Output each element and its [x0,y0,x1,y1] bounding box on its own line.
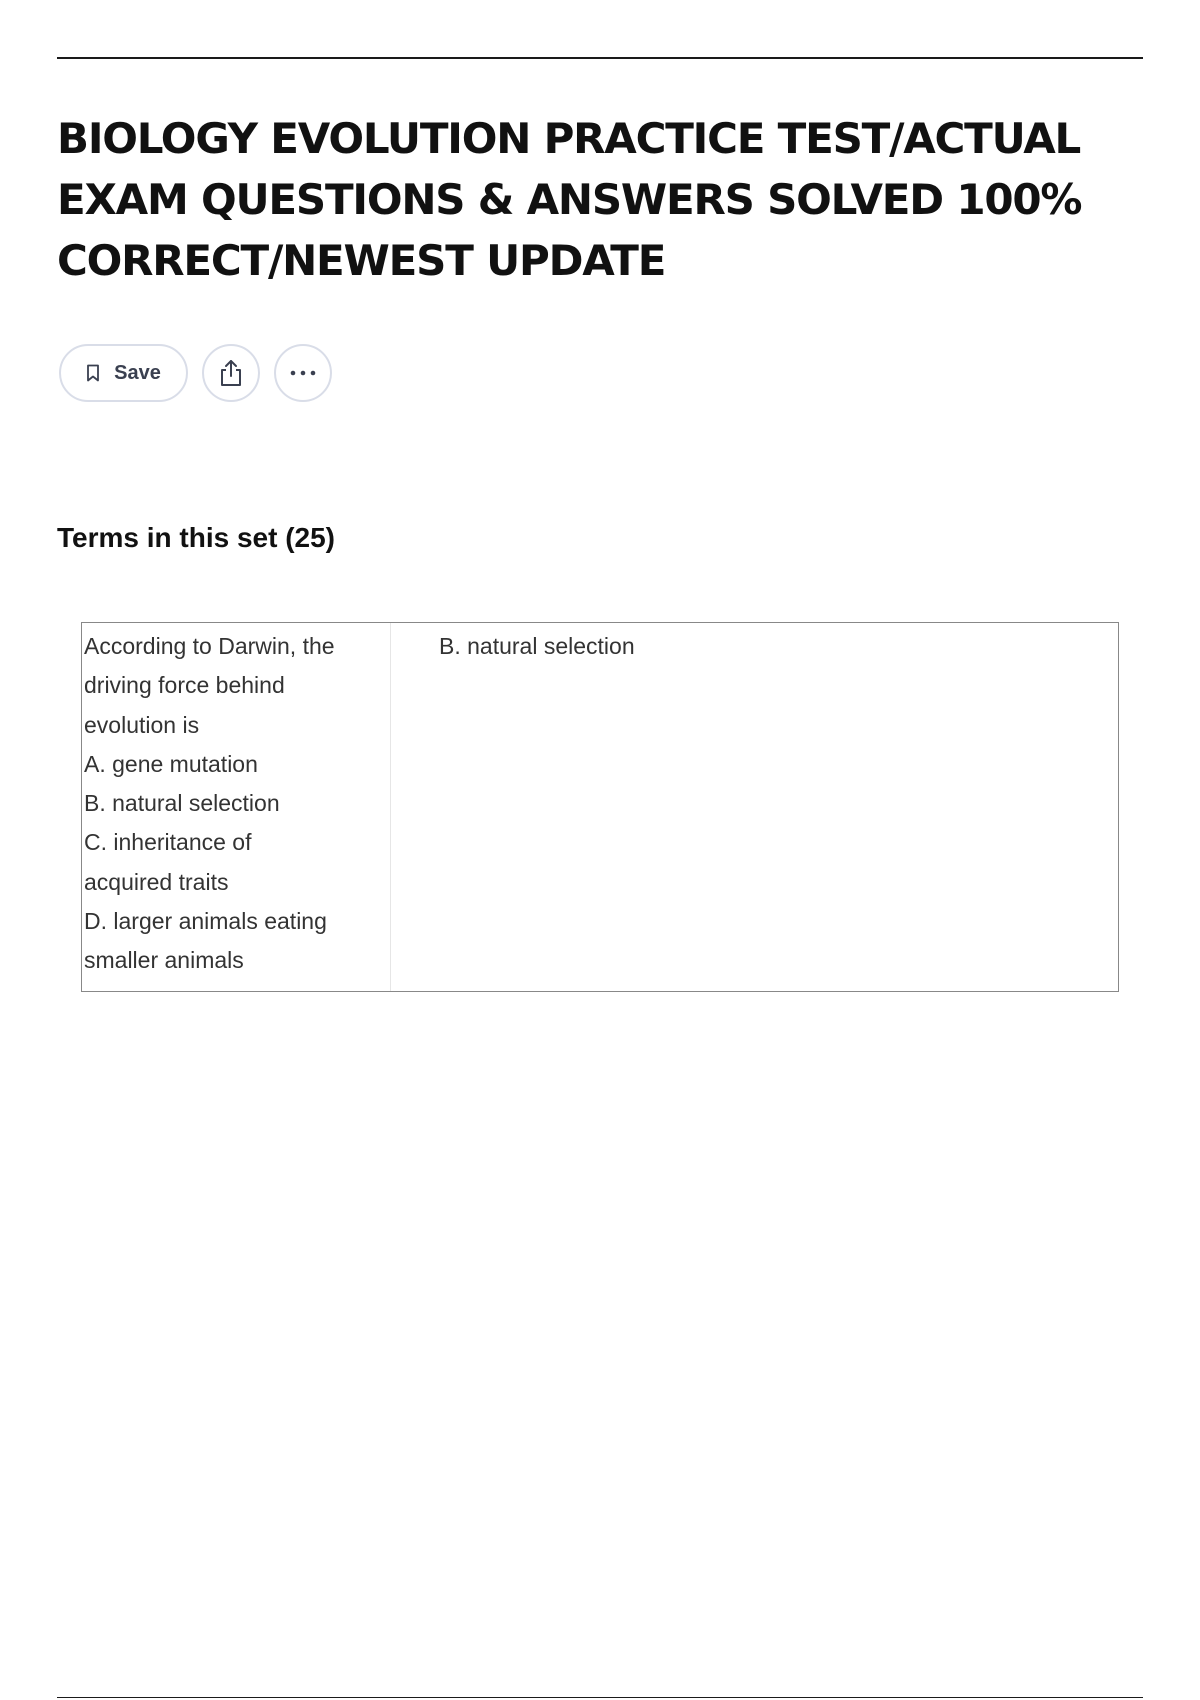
term-line: driving force behind [84,672,285,699]
term-line: According to Darwin, the [84,633,335,659]
more-horizontal-icon [289,370,317,376]
save-button[interactable] [59,344,188,402]
term-card [81,622,1119,992]
term-line: A. gene mutation [84,750,258,777]
bottom-divider [57,1697,1143,1698]
terms-heading: Terms in this set (25) [57,522,336,553]
term-line: B. natural selection [84,790,280,817]
bookmark-icon [86,364,100,382]
page-title: BIOLOGY EVOLUTION PRACTICE TEST/ACTUAL EXAM QUESTIONS & ANSWERS SOLVED 100% CORRECT/NEWEST UPDATE [57,114,1082,285]
save-label: Save [114,361,161,384]
definition-text: B. natural selection [439,633,635,659]
top-divider [57,57,1143,59]
term-line: smaller animals [84,947,244,974]
term-line: D. larger animals eating [84,908,327,935]
more-options-button[interactable] [274,344,332,402]
action-bar [59,344,332,402]
share-button[interactable] [202,344,260,402]
definition-cell [391,623,1118,991]
share-icon [218,359,244,387]
term-line: C. inheritance of [84,829,252,856]
term-line: evolution is [84,711,200,738]
term-line: acquired traits [84,868,229,895]
term-cell [82,623,391,991]
